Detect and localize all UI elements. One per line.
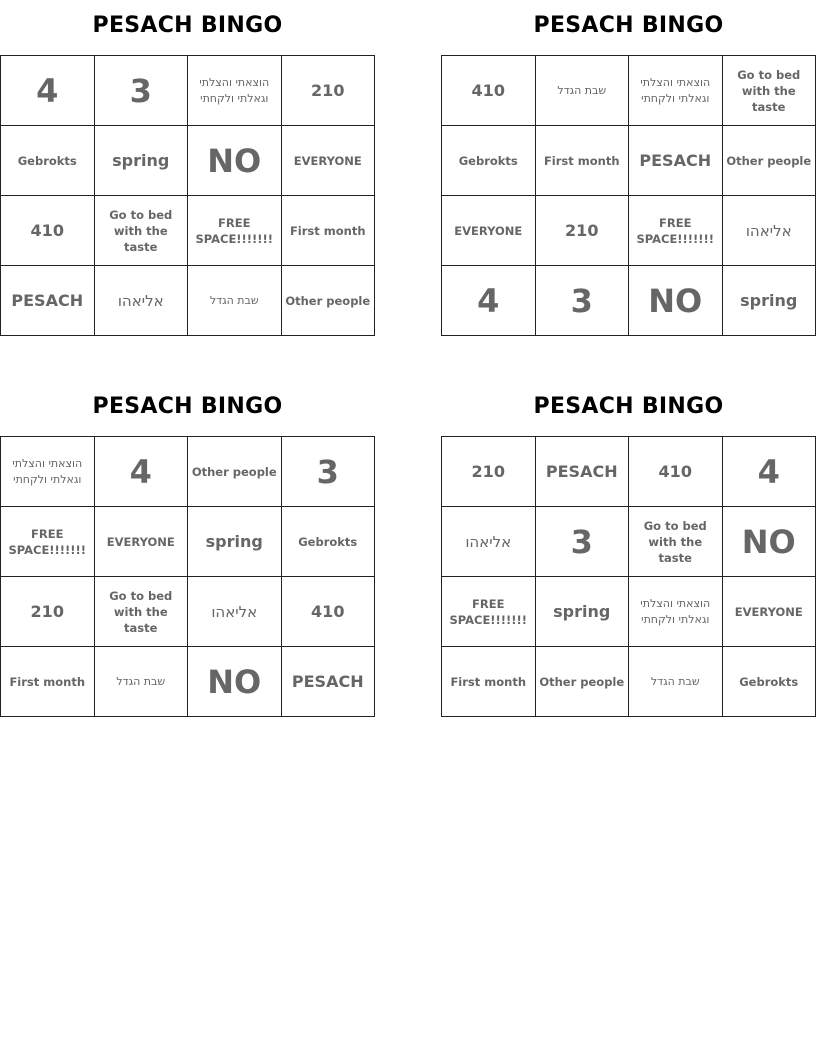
card-title: PESACH BINGO — [533, 394, 724, 419]
bingo-cell: הוצאתי והצלתי וגאלתי ולקחתי — [1, 437, 95, 507]
bingo-cell: EVERYONE — [442, 196, 536, 266]
bingo-cell: הוצאתי והצלתי וגאלתי ולקחתי — [629, 56, 723, 126]
bingo-cell: FREE SPACE!!!!!!! — [1, 507, 95, 577]
bingo-row — [1, 437, 375, 507]
bingo-cell: Other people — [188, 437, 282, 507]
bingo-row — [442, 196, 816, 266]
bingo-cell: PESACH — [629, 126, 723, 196]
bingo-row — [1, 56, 375, 126]
bingo-row — [442, 266, 816, 336]
bingo-cell: 3 — [94, 56, 188, 126]
bingo-card-2 — [441, 13, 816, 336]
bingo-cell: Other people — [281, 266, 375, 336]
bingo-cell: Other people — [722, 126, 816, 196]
card-title: PESACH BINGO — [533, 13, 724, 38]
bingo-cell: EVERYONE — [94, 507, 188, 577]
bingo-cell: Go to bed with the taste — [94, 196, 188, 266]
bingo-cell: PESACH — [281, 647, 375, 717]
bingo-row — [442, 647, 816, 717]
bingo-cell: שבת הגדל — [535, 56, 629, 126]
bingo-cell: 210 — [442, 437, 536, 507]
bingo-cell: FREE SPACE!!!!!!! — [629, 196, 723, 266]
bingo-row — [442, 577, 816, 647]
bingo-cell: FREE SPACE!!!!!!! — [188, 196, 282, 266]
bingo-card-3 — [0, 394, 375, 717]
bingo-cell: NO — [722, 507, 816, 577]
bingo-cell: PESACH — [1, 266, 95, 336]
bingo-row — [1, 577, 375, 647]
bingo-cell: EVERYONE — [722, 577, 816, 647]
bingo-cell: 410 — [442, 56, 536, 126]
bingo-cell: First month — [1, 647, 95, 717]
bingo-grid — [441, 55, 816, 336]
bingo-cell: Gebrokts — [281, 507, 375, 577]
bingo-card-1 — [0, 13, 375, 336]
bingo-row — [1, 266, 375, 336]
bingo-cell: 3 — [535, 266, 629, 336]
bingo-cell: NO — [188, 126, 282, 196]
bingo-cell: שבת הגדל — [94, 647, 188, 717]
bingo-cell: First month — [281, 196, 375, 266]
bingo-row — [1, 196, 375, 266]
bingo-cell: 410 — [1, 196, 95, 266]
bingo-row — [442, 437, 816, 507]
bingo-cell: First month — [535, 126, 629, 196]
bingo-cell: 3 — [281, 437, 375, 507]
bingo-cell: NO — [629, 266, 723, 336]
bingo-cell: NO — [188, 647, 282, 717]
bingo-cell: Go to bed with the taste — [722, 56, 816, 126]
bingo-cell: FREE SPACE!!!!!!! — [442, 577, 536, 647]
bingo-cell: שבת הגדל — [629, 647, 723, 717]
bingo-cell: spring — [188, 507, 282, 577]
bingo-cell: 210 — [535, 196, 629, 266]
bingo-cell: 410 — [281, 577, 375, 647]
bingo-card-4 — [441, 394, 816, 717]
bingo-cell: אליאהו — [722, 196, 816, 266]
bingo-cell: 210 — [281, 56, 375, 126]
bingo-cell: EVERYONE — [281, 126, 375, 196]
bingo-cell: הוצאתי והצלתי וגאלתי ולקחתי — [188, 56, 282, 126]
bingo-grid — [441, 436, 816, 717]
bingo-cell: Gebrokts — [1, 126, 95, 196]
bingo-cell: אליאהו — [94, 266, 188, 336]
bingo-cell: 4 — [1, 56, 95, 126]
bingo-cell: אליאהו — [442, 507, 536, 577]
bingo-cell: 210 — [1, 577, 95, 647]
bingo-cell: Go to bed with the taste — [629, 507, 723, 577]
bingo-cell: 4 — [442, 266, 536, 336]
bingo-row — [442, 507, 816, 577]
bingo-cell: spring — [722, 266, 816, 336]
bingo-cell: Go to bed with the taste — [94, 577, 188, 647]
bingo-cell: הוצאתי והצלתי וגאלתי ולקחתי — [629, 577, 723, 647]
card-title: PESACH BINGO — [92, 13, 283, 38]
bingo-cell: Gebrokts — [722, 647, 816, 717]
bingo-row — [1, 126, 375, 196]
bingo-cell: שבת הגדל — [188, 266, 282, 336]
bingo-grid — [0, 436, 375, 717]
bingo-grid — [0, 55, 375, 336]
bingo-row — [1, 647, 375, 717]
bingo-cell: 4 — [722, 437, 816, 507]
bingo-cell: 4 — [94, 437, 188, 507]
bingo-row — [442, 56, 816, 126]
bingo-cell: Gebrokts — [442, 126, 536, 196]
bingo-cell: PESACH — [535, 437, 629, 507]
bingo-cell: First month — [442, 647, 536, 717]
card-title: PESACH BINGO — [92, 394, 283, 419]
bingo-cell: אליאהו — [188, 577, 282, 647]
bingo-cell: spring — [535, 577, 629, 647]
bingo-row — [442, 126, 816, 196]
bingo-row — [1, 507, 375, 577]
bingo-cell: Other people — [535, 647, 629, 717]
bingo-cell: spring — [94, 126, 188, 196]
bingo-cell: 410 — [629, 437, 723, 507]
bingo-cell: 3 — [535, 507, 629, 577]
